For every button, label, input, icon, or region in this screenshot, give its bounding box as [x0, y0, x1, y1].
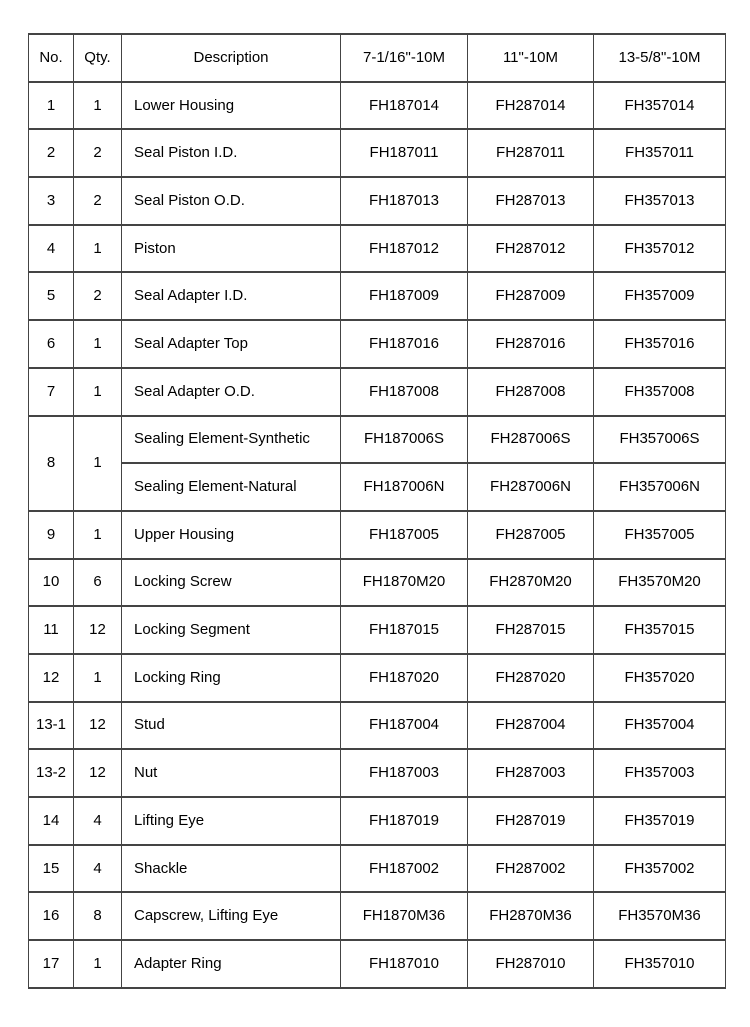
- row-qty: 2: [74, 177, 122, 225]
- part-number-size-1: FH1870M36: [341, 892, 468, 940]
- part-number-size-3: FH3570M20: [594, 559, 726, 607]
- header-size-13-5-8: 13-5/8"-10M: [594, 34, 726, 82]
- table-row: [29, 606, 726, 654]
- row-no: 12: [29, 654, 74, 702]
- row-no: 7: [29, 368, 74, 416]
- header-no: No.: [29, 34, 74, 82]
- row-description: Locking Segment: [122, 606, 341, 654]
- row-description: Locking Ring: [122, 654, 341, 702]
- part-number-size-1: FH187008: [341, 368, 468, 416]
- part-number-size-3: FH357003: [594, 749, 726, 797]
- part-number-size-2: FH287013: [468, 177, 594, 225]
- row-description: Seal Adapter I.D.: [122, 272, 341, 320]
- part-number-size-3: FH357020: [594, 654, 726, 702]
- row-no: 14: [29, 797, 74, 845]
- part-number-size-1: FH187002: [341, 845, 468, 893]
- parts-table-body: [29, 82, 726, 988]
- row-no: 11: [29, 606, 74, 654]
- part-number-size-2: FH2870M20: [468, 559, 594, 607]
- part-number-size-3: FH357012: [594, 225, 726, 273]
- header-qty: Qty.: [74, 34, 122, 82]
- row-qty: 4: [74, 797, 122, 845]
- part-number-size-2: FH287019: [468, 797, 594, 845]
- part-number-size-2: FH287002: [468, 845, 594, 893]
- table-row: [29, 416, 726, 464]
- row-no: 6: [29, 320, 74, 368]
- part-number-size-3: FH357014: [594, 82, 726, 130]
- table-row: [29, 749, 726, 797]
- header-size-7-1-16: 7-1/16"-10M: [341, 34, 468, 82]
- row-description: Seal Adapter Top: [122, 320, 341, 368]
- table-row: [29, 559, 726, 607]
- row-description: Nut: [122, 749, 341, 797]
- row-no: 8: [29, 416, 74, 511]
- header-size-11: 11"-10M: [468, 34, 594, 82]
- table-row: [29, 320, 726, 368]
- row-no: 3: [29, 177, 74, 225]
- row-description: Stud: [122, 702, 341, 750]
- row-no: 13-2: [29, 749, 74, 797]
- part-number-size-1: FH1870M20: [341, 559, 468, 607]
- part-number-size-1: FH187019: [341, 797, 468, 845]
- part-number-size-1: FH187011: [341, 129, 468, 177]
- part-number-size-2: FH287011: [468, 129, 594, 177]
- part-number-size-3: FH357015: [594, 606, 726, 654]
- table-row: [29, 845, 726, 893]
- table-row: [29, 368, 726, 416]
- row-description: Sealing Element-Natural: [122, 463, 341, 511]
- part-number-size-3: FH357010: [594, 940, 726, 988]
- part-number-size-1: FH187012: [341, 225, 468, 273]
- part-number-size-2: FH287016: [468, 320, 594, 368]
- row-qty: 12: [74, 606, 122, 654]
- part-number-size-3: FH3570M36: [594, 892, 726, 940]
- part-number-size-1: FH187006N: [341, 463, 468, 511]
- row-no: 9: [29, 511, 74, 559]
- part-number-size-3: FH357016: [594, 320, 726, 368]
- row-qty: 1: [74, 654, 122, 702]
- row-no: 13-1: [29, 702, 74, 750]
- part-number-size-3: FH357005: [594, 511, 726, 559]
- part-number-size-2: FH287006N: [468, 463, 594, 511]
- part-number-size-2: FH287008: [468, 368, 594, 416]
- table-row: [29, 177, 726, 225]
- part-number-size-3: FH357013: [594, 177, 726, 225]
- part-number-size-2: FH287014: [468, 82, 594, 130]
- row-no: 10: [29, 559, 74, 607]
- row-qty: 12: [74, 702, 122, 750]
- part-number-size-2: FH287005: [468, 511, 594, 559]
- part-number-size-3: FH357009: [594, 272, 726, 320]
- parts-table: [28, 33, 726, 989]
- table-row: [29, 129, 726, 177]
- row-description: Seal Piston O.D.: [122, 177, 341, 225]
- part-number-size-3: FH357006S: [594, 416, 726, 464]
- part-number-size-1: FH187013: [341, 177, 468, 225]
- part-number-size-2: FH287009: [468, 272, 594, 320]
- table-row: [29, 463, 726, 511]
- table-row: [29, 940, 726, 988]
- row-description: Seal Adapter O.D.: [122, 368, 341, 416]
- row-description: Shackle: [122, 845, 341, 893]
- row-qty: 2: [74, 129, 122, 177]
- part-number-size-1: FH187003: [341, 749, 468, 797]
- row-no: 17: [29, 940, 74, 988]
- row-qty: 1: [74, 225, 122, 273]
- part-number-size-1: FH187020: [341, 654, 468, 702]
- row-no: 1: [29, 82, 74, 130]
- part-number-size-2: FH287012: [468, 225, 594, 273]
- part-number-size-2: FH287010: [468, 940, 594, 988]
- row-description: Locking Screw: [122, 559, 341, 607]
- row-description: Capscrew, Lifting Eye: [122, 892, 341, 940]
- row-description: Lower Housing: [122, 82, 341, 130]
- part-number-size-2: FH287020: [468, 654, 594, 702]
- row-description: Piston: [122, 225, 341, 273]
- table-row: [29, 82, 726, 130]
- part-number-size-1: FH187006S: [341, 416, 468, 464]
- row-qty: 6: [74, 559, 122, 607]
- table-row: [29, 511, 726, 559]
- header-description: Description: [122, 34, 341, 82]
- part-number-size-2: FH287003: [468, 749, 594, 797]
- part-number-size-1: FH187015: [341, 606, 468, 654]
- parts-table-container: [28, 33, 726, 989]
- part-number-size-1: FH187009: [341, 272, 468, 320]
- table-row: [29, 702, 726, 750]
- part-number-size-2: FH287004: [468, 702, 594, 750]
- row-no: 4: [29, 225, 74, 273]
- row-no: 5: [29, 272, 74, 320]
- row-qty: 1: [74, 368, 122, 416]
- row-description: Upper Housing: [122, 511, 341, 559]
- row-qty: 1: [74, 416, 122, 511]
- part-number-size-3: FH357008: [594, 368, 726, 416]
- row-qty: 1: [74, 511, 122, 559]
- table-header-row: [29, 34, 726, 82]
- row-qty: 2: [74, 272, 122, 320]
- part-number-size-1: FH187010: [341, 940, 468, 988]
- part-number-size-3: FH357011: [594, 129, 726, 177]
- part-number-size-2: FH2870M36: [468, 892, 594, 940]
- part-number-size-2: FH287015: [468, 606, 594, 654]
- part-number-size-3: FH357004: [594, 702, 726, 750]
- table-row: [29, 225, 726, 273]
- part-number-size-3: FH357019: [594, 797, 726, 845]
- row-no: 15: [29, 845, 74, 893]
- row-qty: 4: [74, 845, 122, 893]
- part-number-size-1: FH187016: [341, 320, 468, 368]
- row-qty: 12: [74, 749, 122, 797]
- part-number-size-1: FH187014: [341, 82, 468, 130]
- row-qty: 1: [74, 940, 122, 988]
- part-number-size-2: FH287006S: [468, 416, 594, 464]
- table-row: [29, 797, 726, 845]
- row-description: Sealing Element-Synthetic: [122, 416, 341, 464]
- row-qty: 1: [74, 82, 122, 130]
- row-description: Adapter Ring: [122, 940, 341, 988]
- part-number-size-1: FH187005: [341, 511, 468, 559]
- row-qty: 1: [74, 320, 122, 368]
- row-no: 16: [29, 892, 74, 940]
- part-number-size-3: FH357002: [594, 845, 726, 893]
- row-qty: 8: [74, 892, 122, 940]
- part-number-size-1: FH187004: [341, 702, 468, 750]
- row-description: Lifting Eye: [122, 797, 341, 845]
- row-no: 2: [29, 129, 74, 177]
- row-description: Seal Piston I.D.: [122, 129, 341, 177]
- table-row: [29, 654, 726, 702]
- table-row: [29, 892, 726, 940]
- table-row: [29, 272, 726, 320]
- part-number-size-3: FH357006N: [594, 463, 726, 511]
